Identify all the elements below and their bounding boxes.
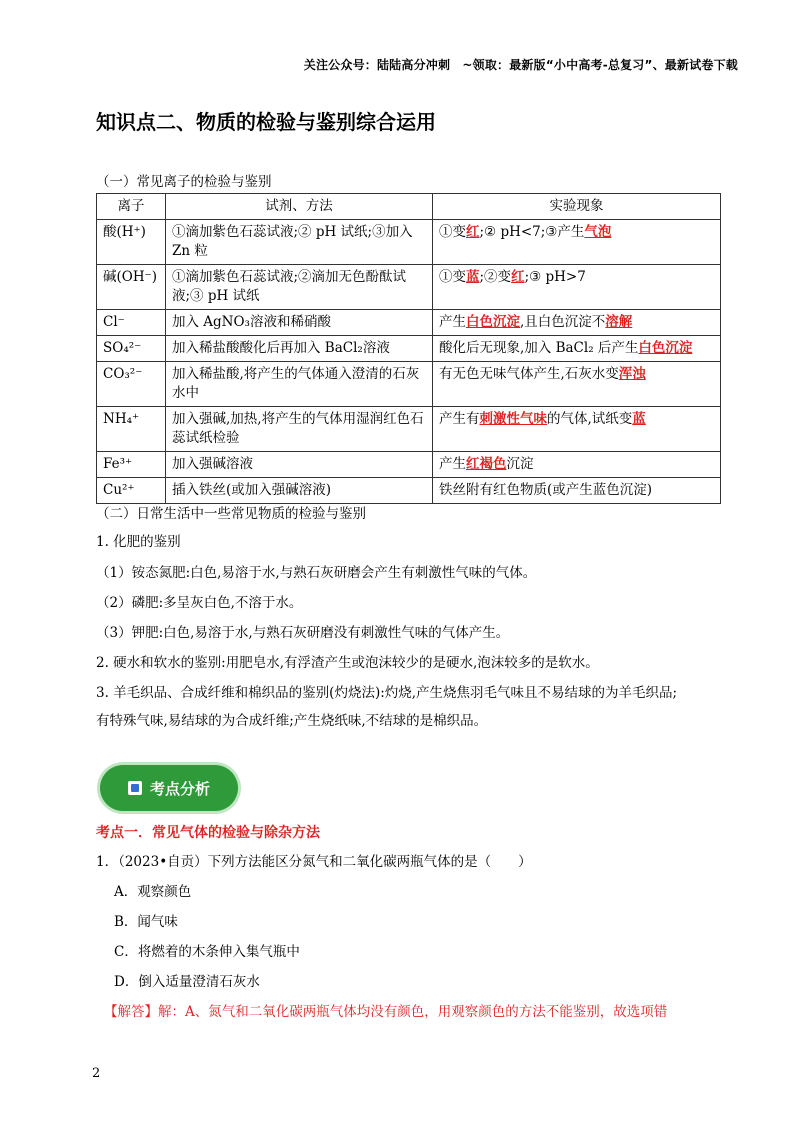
phenomenon-text: 沉淀 [506, 456, 534, 472]
ion-cell: NH₄⁺ [97, 407, 166, 452]
badge-label: 考点分析 [149, 779, 210, 798]
ion-cell: 碱(OH⁻) [97, 265, 166, 310]
phenomenon-text: 的气体,试纸变 [547, 411, 633, 427]
phenomenon-text: ;②变 [479, 269, 512, 285]
ion-cell: Cu²⁺ [97, 478, 166, 504]
text-line: （2）磷肥:多呈灰白色,不溶于水。 [96, 595, 303, 611]
section-title: 知识点二、物质的检验与鉴别综合运用 [96, 110, 436, 134]
answer-text: 【解答】解：A、氮气和二氧化碳两瓶气体均没有颜色，用观察颜色的方法不能鉴别，故选项错 [104, 1004, 668, 1020]
phenomenon-text: 铁丝附有红色物质(或产生蓝色沉淀) [439, 482, 653, 498]
method-cell: ①滴加紫色石蕊试液;② pH 试纸;③加入 Zn 粒 [166, 220, 433, 265]
phenomenon-cell [433, 452, 721, 478]
ion-cell: SO₄²⁻ [97, 336, 166, 362]
phenomenon-text: ,且白色沉淀不 [520, 314, 606, 330]
highlight-text: 红 [466, 224, 480, 240]
table-row [97, 407, 721, 452]
phenomenon-cell [433, 265, 721, 310]
phenomenon-cell [433, 362, 721, 407]
method-cell: 插入铁丝(或加入强碱溶液) [166, 478, 433, 504]
phenomenon-cell [433, 220, 721, 265]
ion-cell: 酸(H⁺) [97, 220, 166, 265]
phenomenon-cell [433, 336, 721, 362]
highlight-text: 白色沉淀 [638, 340, 693, 356]
subheading-daily: （二）日常生活中一些常见物质的检验与鉴别 [96, 506, 366, 522]
book-icon [128, 781, 142, 795]
phenomenon-text: ;② pH<7;③产生 [479, 224, 585, 240]
subheading-ions: （一）常见离子的检验与鉴别 [96, 174, 272, 190]
table-row [97, 310, 721, 336]
phenomenon-text: ①变 [439, 269, 466, 285]
header-phenomenon: 实验现象 [433, 194, 721, 220]
text-line: 有特殊气味,易结球的为合成纤维;产生烧纸味,不结球的是棉织品。 [96, 713, 488, 729]
text-line: 1. 化肥的鉴别 [96, 534, 181, 550]
table-row [97, 220, 721, 265]
text-line: （1）铵态氮肥:白色,易溶于水,与熟石灰研磨会产生有刺激性气味的气体。 [96, 565, 537, 581]
header-method: 试剂、方法 [166, 194, 433, 220]
exam-analysis-badge [100, 765, 238, 811]
highlight-text: 白色沉淀 [466, 314, 520, 330]
text-line: 3. 羊毛织品、合成纤维和棉织品的鉴别(灼烧法):灼烧,产生烧焦羽毛气味且不易结球的为羊毛织品; [96, 685, 678, 701]
method-cell: 加入稀盐酸,将产生的气体通入澄清的石灰水中 [166, 362, 433, 407]
phenomenon-text: ①变 [439, 224, 466, 240]
phenomenon-cell [433, 407, 721, 452]
phenomenon-cell [433, 478, 721, 504]
table-header-row [97, 194, 721, 220]
highlight-text: 蓝 [466, 269, 480, 285]
method-cell: 加入稀盐酸酸化后再加入 BaCl₂溶液 [166, 336, 433, 362]
option-d: D．倒入适量澄清石灰水 [114, 974, 260, 990]
key-point-title: 考点一．常见气体的检验与除杂方法 [96, 825, 320, 841]
question-text: 1．（2023•自贡）下列方法能区分氮气和二氧化碳两瓶气体的是（ ） [96, 854, 532, 870]
option-a: A．观察颜色 [114, 884, 192, 900]
ion-cell: Fe³⁺ [97, 452, 166, 478]
page-number: 2 [92, 1066, 101, 1081]
highlight-text: 溶解 [605, 314, 633, 330]
highlight-text: 红褐色 [466, 456, 507, 472]
phenomenon-text: 产生 [439, 314, 466, 330]
method-cell: 加入强碱溶液 [166, 452, 433, 478]
method-cell: 加入 AgNO₃溶液和稀硝酸 [166, 310, 433, 336]
phenomenon-cell [433, 310, 721, 336]
table-row [97, 452, 721, 478]
option-c: C．将燃着的木条伸入集气瓶中 [114, 944, 300, 960]
highlight-text: 气泡 [584, 224, 612, 240]
text-line: 2. 硬水和软水的鉴别:用肥皂水,有浮渣产生或泡沫较少的是硬水,泡沫较多的是软水。 [96, 655, 599, 671]
ion-cell: CO₃²⁻ [97, 362, 166, 407]
option-b: B．闻气味 [114, 914, 178, 930]
table-row [97, 362, 721, 407]
phenomenon-text: 产生 [439, 456, 466, 472]
method-cell: 加入强碱,加热,将产生的气体用湿润红色石蕊试纸检验 [166, 407, 433, 452]
header-ion: 离子 [97, 194, 166, 220]
ion-detection-table [96, 193, 721, 504]
highlight-text: 浑浊 [618, 366, 646, 382]
phenomenon-text: ;③ pH>7 [524, 269, 586, 285]
phenomenon-text: 产生有 [439, 411, 480, 427]
phenomenon-text: 有无色无味气体产生,石灰水变 [439, 366, 619, 382]
highlight-text: 刺激性气味 [479, 411, 547, 427]
table-row [97, 265, 721, 310]
highlight-text: 红 [511, 269, 525, 285]
method-cell: ①滴加紫色石蕊试液;②滴加无色酚酞试液;③ pH 试纸 [166, 265, 433, 310]
header-note: 关注公众号：陆陆高分冲刺 ~领取：最新版“小中高考-总复习”、最新试卷下载 [303, 58, 738, 72]
table-row [97, 336, 721, 362]
phenomenon-text: 酸化后无现象,加入 BaCl₂ 后产生 [439, 340, 639, 356]
table-row [97, 478, 721, 504]
highlight-text: 蓝 [632, 411, 646, 427]
text-line: （3）钾肥:白色,易溶于水,与熟石灰研磨没有刺激性气味的气体产生。 [96, 625, 510, 641]
ion-cell: Cl⁻ [97, 310, 166, 336]
